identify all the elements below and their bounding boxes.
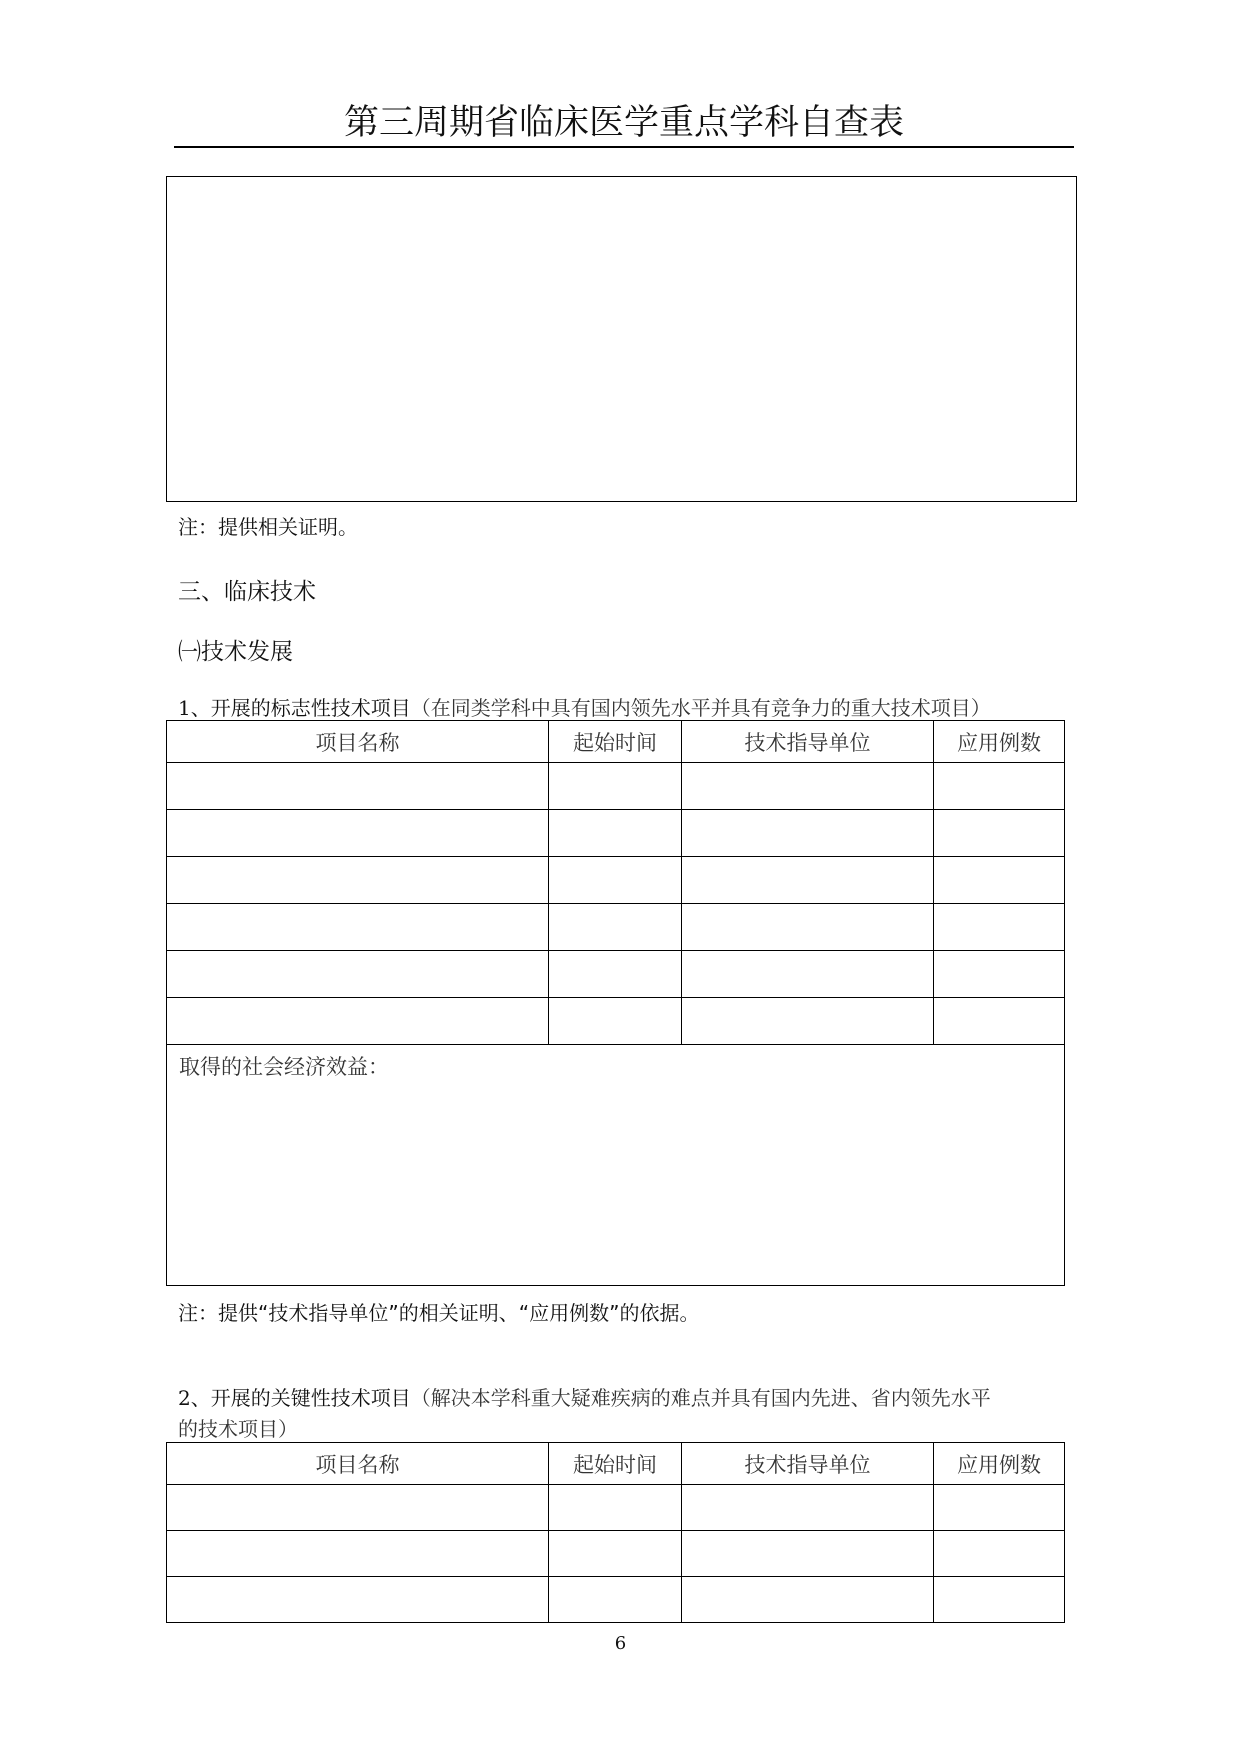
cell-case-count[interactable]: [934, 1485, 1065, 1531]
item2-description-cont: 的技术项目）: [178, 1417, 298, 1441]
cell-case-count[interactable]: [934, 857, 1065, 904]
cell-case-count[interactable]: [934, 763, 1065, 810]
benefit-label: 取得的社会经济效益：: [179, 1055, 389, 1079]
key-tech-table: [166, 1442, 1065, 1623]
col-header-start-time: 起始时间: [549, 1443, 682, 1485]
note-provide-proof: 注：提供相关证明。: [178, 515, 358, 539]
cell-project-name[interactable]: [167, 1485, 549, 1531]
cell-start-time[interactable]: [549, 951, 682, 998]
item2-heading-line: [178, 1383, 991, 1413]
table-header-row: [167, 1443, 1065, 1485]
cell-start-time[interactable]: [549, 810, 682, 857]
page-title: 第三周期省临床医学重点学科自查表: [343, 103, 904, 143]
cell-case-count[interactable]: [934, 810, 1065, 857]
cell-project-name[interactable]: [167, 951, 549, 998]
benefit-cell[interactable]: [167, 1045, 1065, 1286]
cell-start-time[interactable]: [549, 1485, 682, 1531]
table-row: [167, 857, 1065, 904]
table-row: [167, 763, 1065, 810]
cell-guidance-unit[interactable]: [682, 810, 934, 857]
table-header-row: [167, 721, 1065, 763]
cell-guidance-unit[interactable]: [682, 763, 934, 810]
cell-guidance-unit[interactable]: [682, 1531, 934, 1577]
cell-project-name[interactable]: [167, 1577, 549, 1623]
cell-start-time[interactable]: [549, 1577, 682, 1623]
cell-start-time[interactable]: [549, 857, 682, 904]
cell-start-time[interactable]: [549, 904, 682, 951]
table-row: [167, 1577, 1065, 1623]
table-row: [167, 904, 1065, 951]
cell-guidance-unit[interactable]: [682, 904, 934, 951]
table-row: [167, 1531, 1065, 1577]
item1-description: （在同类学科中具有国内领先水平并具有竞争力的重大技术项目）: [410, 696, 991, 720]
cell-project-name[interactable]: [167, 857, 549, 904]
benefit-row: [167, 1045, 1065, 1286]
page-number: 6: [614, 1633, 627, 1654]
title-underline: [174, 146, 1074, 148]
cell-guidance-unit[interactable]: [682, 857, 934, 904]
col-header-guidance-unit: 技术指导单位: [682, 1443, 934, 1485]
col-header-project-name: 项目名称: [167, 721, 549, 763]
cell-start-time[interactable]: [549, 763, 682, 810]
cell-project-name[interactable]: [167, 998, 549, 1045]
cell-guidance-unit[interactable]: [682, 998, 934, 1045]
col-header-project-name: 项目名称: [167, 1443, 549, 1485]
table-row: [167, 1485, 1065, 1531]
cell-case-count[interactable]: [934, 904, 1065, 951]
cell-project-name[interactable]: [167, 763, 549, 810]
cell-start-time[interactable]: [549, 1531, 682, 1577]
cell-case-count[interactable]: [934, 1531, 1065, 1577]
landmark-tech-table: [166, 720, 1065, 1286]
col-header-guidance-unit: 技术指导单位: [682, 721, 934, 763]
note-guidance-and-case-evidence: 注：提供“技术指导单位”的相关证明、“应用例数”的依据。: [178, 1301, 700, 1325]
cell-guidance-unit[interactable]: [682, 1485, 934, 1531]
cell-project-name[interactable]: [167, 810, 549, 857]
item1-heading-line: [178, 693, 991, 723]
cell-project-name[interactable]: [167, 1531, 549, 1577]
item2-description: （解决本学科重大疑难疾病的难点并具有国内先进、省内领先水平: [410, 1386, 991, 1410]
cell-case-count[interactable]: [934, 998, 1065, 1045]
table-row: [167, 951, 1065, 998]
section-clinical-technology: 三、临床技术: [178, 579, 316, 605]
item2-heading: 2、开展的关键性技术项目: [178, 1386, 411, 1410]
table-row: [167, 810, 1065, 857]
cell-guidance-unit[interactable]: [682, 951, 934, 998]
col-header-case-count: 应用例数: [934, 1443, 1065, 1485]
cell-case-count[interactable]: [934, 951, 1065, 998]
cell-start-time[interactable]: [549, 998, 682, 1045]
item1-heading: 1、开展的标志性技术项目: [178, 696, 411, 720]
col-header-case-count: 应用例数: [934, 721, 1065, 763]
cell-case-count[interactable]: [934, 1577, 1065, 1623]
evidence-box[interactable]: [166, 176, 1077, 502]
cell-project-name[interactable]: [167, 904, 549, 951]
cell-guidance-unit[interactable]: [682, 1577, 934, 1623]
subsection-technology-development: ㈠技术发展: [178, 639, 293, 665]
table-row: [167, 998, 1065, 1045]
col-header-start-time: 起始时间: [549, 721, 682, 763]
